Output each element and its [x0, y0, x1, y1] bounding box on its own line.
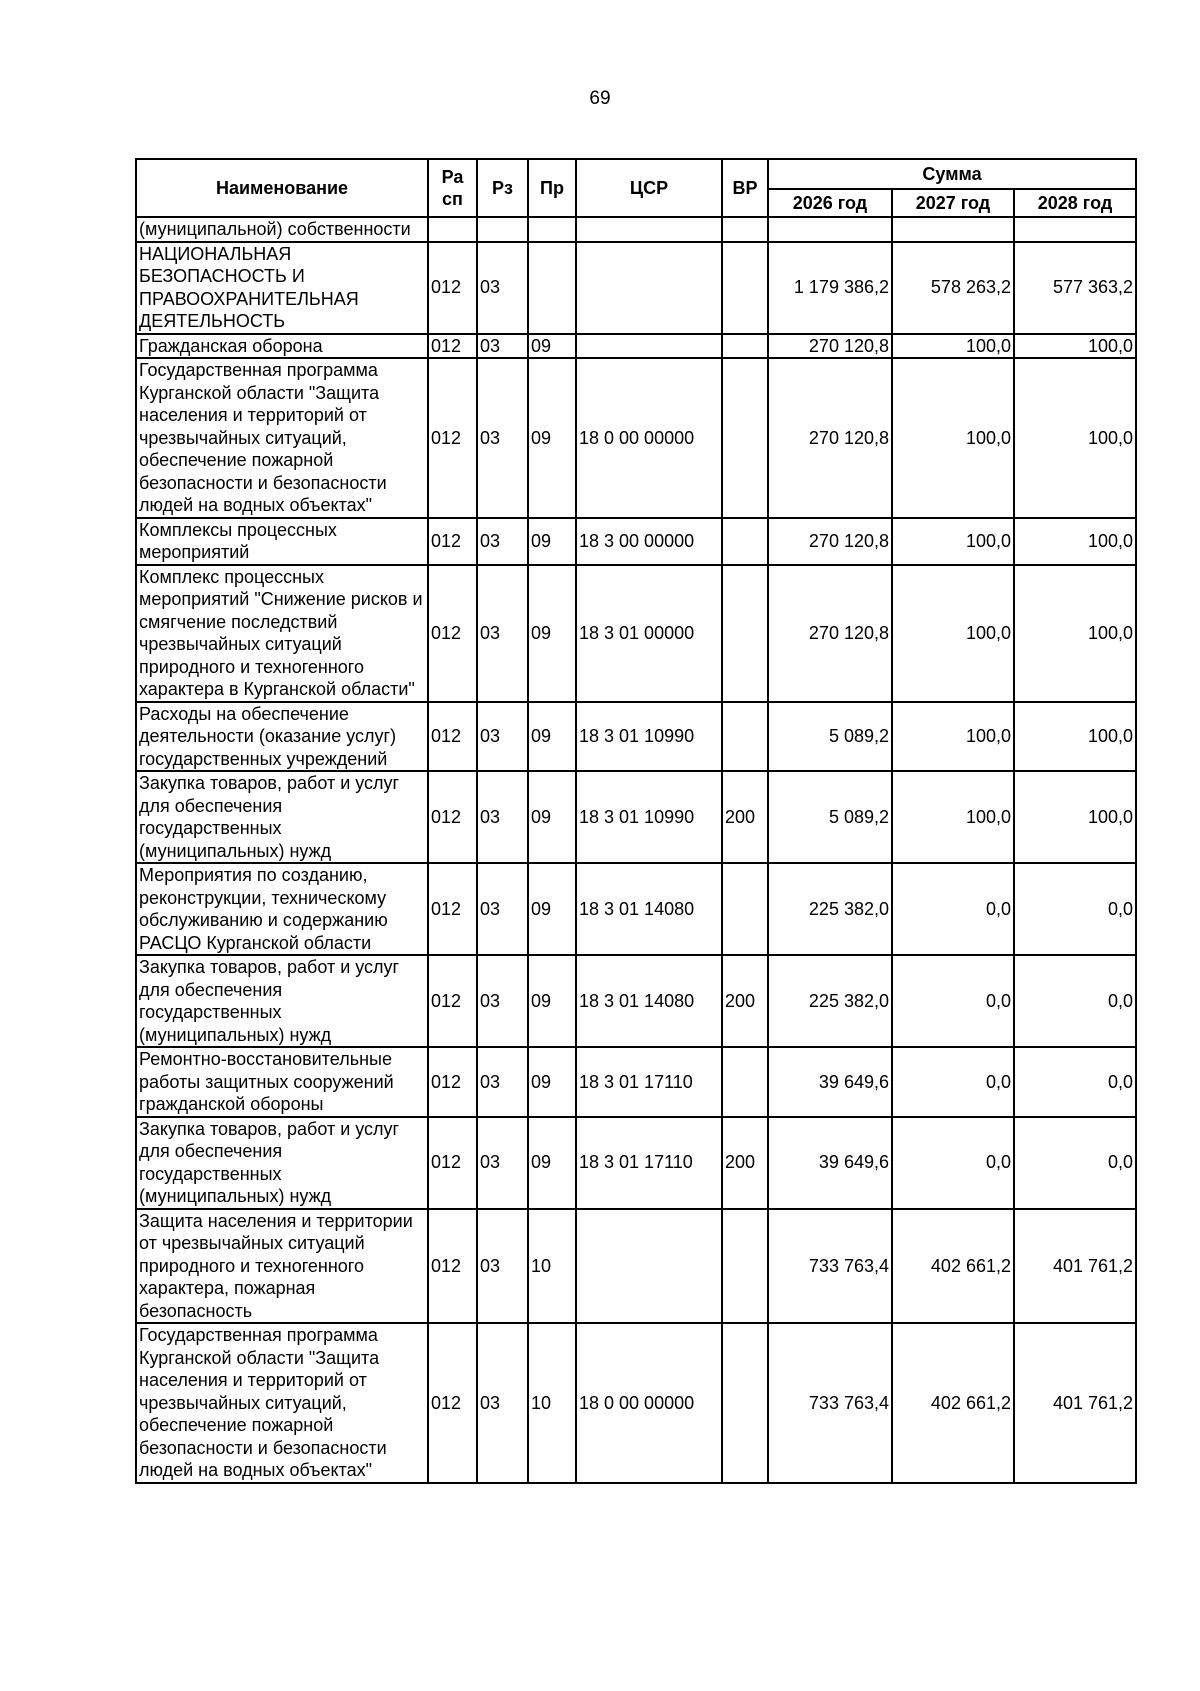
row-vr	[722, 217, 768, 242]
row-pr	[528, 242, 576, 334]
row-vr	[722, 565, 768, 702]
row-vr	[722, 702, 768, 772]
header-name: Наименование	[136, 159, 428, 217]
header-sum: Сумма	[768, 159, 1136, 189]
header-rz: Рз	[477, 159, 528, 217]
row-pr: 09	[528, 955, 576, 1047]
page-number: 69	[589, 88, 611, 109]
table-row	[136, 217, 1136, 242]
row-vr: 200	[722, 955, 768, 1047]
row-csr	[576, 242, 722, 334]
row-amount-2027: 100,0	[892, 334, 1014, 359]
row-amount-2028: 0,0	[1014, 1117, 1136, 1209]
row-amount-2026: 39 649,6	[768, 1117, 892, 1209]
row-pr: 09	[528, 1117, 576, 1209]
row-pr: 09	[528, 1047, 576, 1117]
header-csr: ЦСР	[576, 159, 722, 217]
row-csr	[576, 334, 722, 359]
row-vr	[722, 1323, 768, 1483]
row-amount-2027	[892, 217, 1014, 242]
table-row	[136, 771, 1136, 863]
row-amount-2028: 401 761,2	[1014, 1209, 1136, 1324]
table-row	[136, 1047, 1136, 1117]
row-name: Гражданская оборона	[136, 334, 428, 359]
table-row	[136, 1209, 1136, 1324]
row-rasp: 012	[428, 1209, 477, 1324]
row-rz: 03	[477, 242, 528, 334]
row-rasp: 012	[428, 1117, 477, 1209]
header-pr: Пр	[528, 159, 576, 217]
row-amount-2027: 402 661,2	[892, 1323, 1014, 1483]
header-rasp	[428, 159, 477, 217]
row-rasp: 012	[428, 334, 477, 359]
table-row	[136, 955, 1136, 1047]
row-csr: 18 0 00 00000	[576, 1323, 722, 1483]
row-amount-2027: 0,0	[892, 863, 1014, 955]
row-vr: 200	[722, 771, 768, 863]
row-name: Закупка товаров, работ и услуг для обеспечения государственных (муниципальных) нужд	[136, 955, 428, 1047]
row-name: Комплекс процессных мероприятий "Снижение рисков и смягчение последствий чрезвычайных ситуаций природного и техногенного характера в Курганской области"	[136, 565, 428, 702]
row-csr: 18 3 01 17110	[576, 1117, 722, 1209]
row-rz: 03	[477, 1117, 528, 1209]
row-name: Закупка товаров, работ и услуг для обеспечения государственных (муниципальных) нужд	[136, 1117, 428, 1209]
row-amount-2028: 100,0	[1014, 565, 1136, 702]
row-pr	[528, 217, 576, 242]
row-amount-2027: 0,0	[892, 955, 1014, 1047]
row-pr: 09	[528, 518, 576, 565]
row-rasp: 012	[428, 1047, 477, 1117]
row-vr	[722, 1209, 768, 1324]
row-csr: 18 3 01 14080	[576, 863, 722, 955]
row-amount-2027: 100,0	[892, 702, 1014, 772]
row-amount-2028: 401 761,2	[1014, 1323, 1136, 1483]
row-rasp: 012	[428, 565, 477, 702]
row-pr: 09	[528, 771, 576, 863]
row-vr	[722, 518, 768, 565]
row-csr: 18 3 01 00000	[576, 565, 722, 702]
row-amount-2026: 5 089,2	[768, 771, 892, 863]
row-vr	[722, 334, 768, 359]
row-name: Комплексы процессных мероприятий	[136, 518, 428, 565]
row-name: Закупка товаров, работ и услуг для обеспечения государственных (муниципальных) нужд	[136, 771, 428, 863]
row-amount-2028: 100,0	[1014, 771, 1136, 863]
row-pr: 10	[528, 1209, 576, 1324]
row-name: (муниципальной) собственности	[136, 217, 428, 242]
row-rz: 03	[477, 334, 528, 359]
row-csr: 18 3 01 10990	[576, 771, 722, 863]
header-2028: 2028 год	[1014, 189, 1136, 217]
header-rasp-line2: сп	[442, 189, 463, 209]
row-amount-2028: 100,0	[1014, 358, 1136, 518]
row-rz: 03	[477, 1047, 528, 1117]
row-rasp: 012	[428, 242, 477, 334]
row-amount-2027: 100,0	[892, 358, 1014, 518]
row-pr: 09	[528, 702, 576, 772]
row-amount-2028: 577 363,2	[1014, 242, 1136, 334]
row-rasp: 012	[428, 702, 477, 772]
table-row	[136, 518, 1136, 565]
row-name: Ремонтно-восстановительные работы защитных сооружений гражданской обороны	[136, 1047, 428, 1117]
row-amount-2027: 402 661,2	[892, 1209, 1014, 1324]
row-rz: 03	[477, 518, 528, 565]
table-row	[136, 358, 1136, 518]
row-rasp: 012	[428, 955, 477, 1047]
row-rasp: 012	[428, 1323, 477, 1483]
row-amount-2028: 0,0	[1014, 863, 1136, 955]
row-amount-2026: 270 120,8	[768, 358, 892, 518]
row-csr: 18 3 01 14080	[576, 955, 722, 1047]
row-pr: 09	[528, 358, 576, 518]
row-csr: 18 3 01 10990	[576, 702, 722, 772]
row-name: НАЦИОНАЛЬНАЯ БЕЗОПАСНОСТЬ И ПРАВООХРАНИТЕЛЬНАЯ ДЕЯТЕЛЬНОСТЬ	[136, 242, 428, 334]
row-name: Расходы на обеспечение деятельности (оказание услуг) государственных учреждений	[136, 702, 428, 772]
row-amount-2027: 100,0	[892, 565, 1014, 702]
row-csr	[576, 1209, 722, 1324]
row-amount-2027: 0,0	[892, 1047, 1014, 1117]
table-row	[136, 702, 1136, 772]
row-amount-2026: 225 382,0	[768, 863, 892, 955]
header-vr: ВР	[722, 159, 768, 217]
row-amount-2027: 100,0	[892, 771, 1014, 863]
row-amount-2026: 270 120,8	[768, 334, 892, 359]
row-csr: 18 0 00 00000	[576, 358, 722, 518]
budget-table	[135, 158, 1137, 1484]
row-amount-2026: 1 179 386,2	[768, 242, 892, 334]
table-row	[136, 1117, 1136, 1209]
row-amount-2026: 270 120,8	[768, 565, 892, 702]
row-amount-2026	[768, 217, 892, 242]
row-rz: 03	[477, 771, 528, 863]
row-vr	[722, 863, 768, 955]
row-pr: 10	[528, 1323, 576, 1483]
table-row	[136, 863, 1136, 955]
row-amount-2028: 0,0	[1014, 1047, 1136, 1117]
row-amount-2028: 0,0	[1014, 955, 1136, 1047]
row-amount-2028	[1014, 217, 1136, 242]
row-rasp: 012	[428, 771, 477, 863]
table-row	[136, 242, 1136, 334]
row-csr: 18 3 00 00000	[576, 518, 722, 565]
row-csr: 18 3 01 17110	[576, 1047, 722, 1117]
row-pr: 09	[528, 334, 576, 359]
row-vr	[722, 358, 768, 518]
row-rz: 03	[477, 565, 528, 702]
row-csr	[576, 217, 722, 242]
row-amount-2026: 39 649,6	[768, 1047, 892, 1117]
row-rz	[477, 217, 528, 242]
row-rz: 03	[477, 863, 528, 955]
row-rasp	[428, 217, 477, 242]
row-amount-2028: 100,0	[1014, 334, 1136, 359]
row-amount-2028: 100,0	[1014, 518, 1136, 565]
row-rasp: 012	[428, 358, 477, 518]
header-rasp-line1: Ра	[441, 167, 464, 187]
row-rz: 03	[477, 1323, 528, 1483]
row-amount-2027: 578 263,2	[892, 242, 1014, 334]
row-rasp: 012	[428, 518, 477, 565]
row-amount-2026: 225 382,0	[768, 955, 892, 1047]
row-rasp: 012	[428, 863, 477, 955]
row-name: Мероприятия по созданию, реконструкции, техническому обслуживанию и содержанию РАСЦО Курганской области	[136, 863, 428, 955]
row-amount-2027: 0,0	[892, 1117, 1014, 1209]
row-vr	[722, 242, 768, 334]
row-amount-2026: 5 089,2	[768, 702, 892, 772]
row-amount-2028: 100,0	[1014, 702, 1136, 772]
table-row	[136, 565, 1136, 702]
row-pr: 09	[528, 863, 576, 955]
row-rz: 03	[477, 955, 528, 1047]
row-pr: 09	[528, 565, 576, 702]
row-rz: 03	[477, 702, 528, 772]
row-rz: 03	[477, 1209, 528, 1324]
table-body	[136, 217, 1136, 1483]
row-vr	[722, 1047, 768, 1117]
row-amount-2027: 100,0	[892, 518, 1014, 565]
row-vr: 200	[722, 1117, 768, 1209]
row-rz: 03	[477, 358, 528, 518]
row-amount-2026: 733 763,4	[768, 1209, 892, 1324]
header-2027: 2027 год	[892, 189, 1014, 217]
row-name: Защита населения и территории от чрезвычайных ситуаций природного и техногенного характера, пожарная безопасность	[136, 1209, 428, 1324]
row-name: Государственная программа Курганской области "Защита населения и территорий от чрезвычайных ситуаций, обеспечение пожарной безопасности и безопасности людей на водных объектах"	[136, 358, 428, 518]
row-amount-2026: 733 763,4	[768, 1323, 892, 1483]
header-2026: 2026 год	[768, 189, 892, 217]
row-amount-2026: 270 120,8	[768, 518, 892, 565]
table-row	[136, 1323, 1136, 1483]
row-name: Государственная программа Курганской области "Защита населения и территорий от чрезвычайных ситуаций, обеспечение пожарной безопасности и безопасности людей на водных объектах"	[136, 1323, 428, 1483]
table-row	[136, 334, 1136, 359]
